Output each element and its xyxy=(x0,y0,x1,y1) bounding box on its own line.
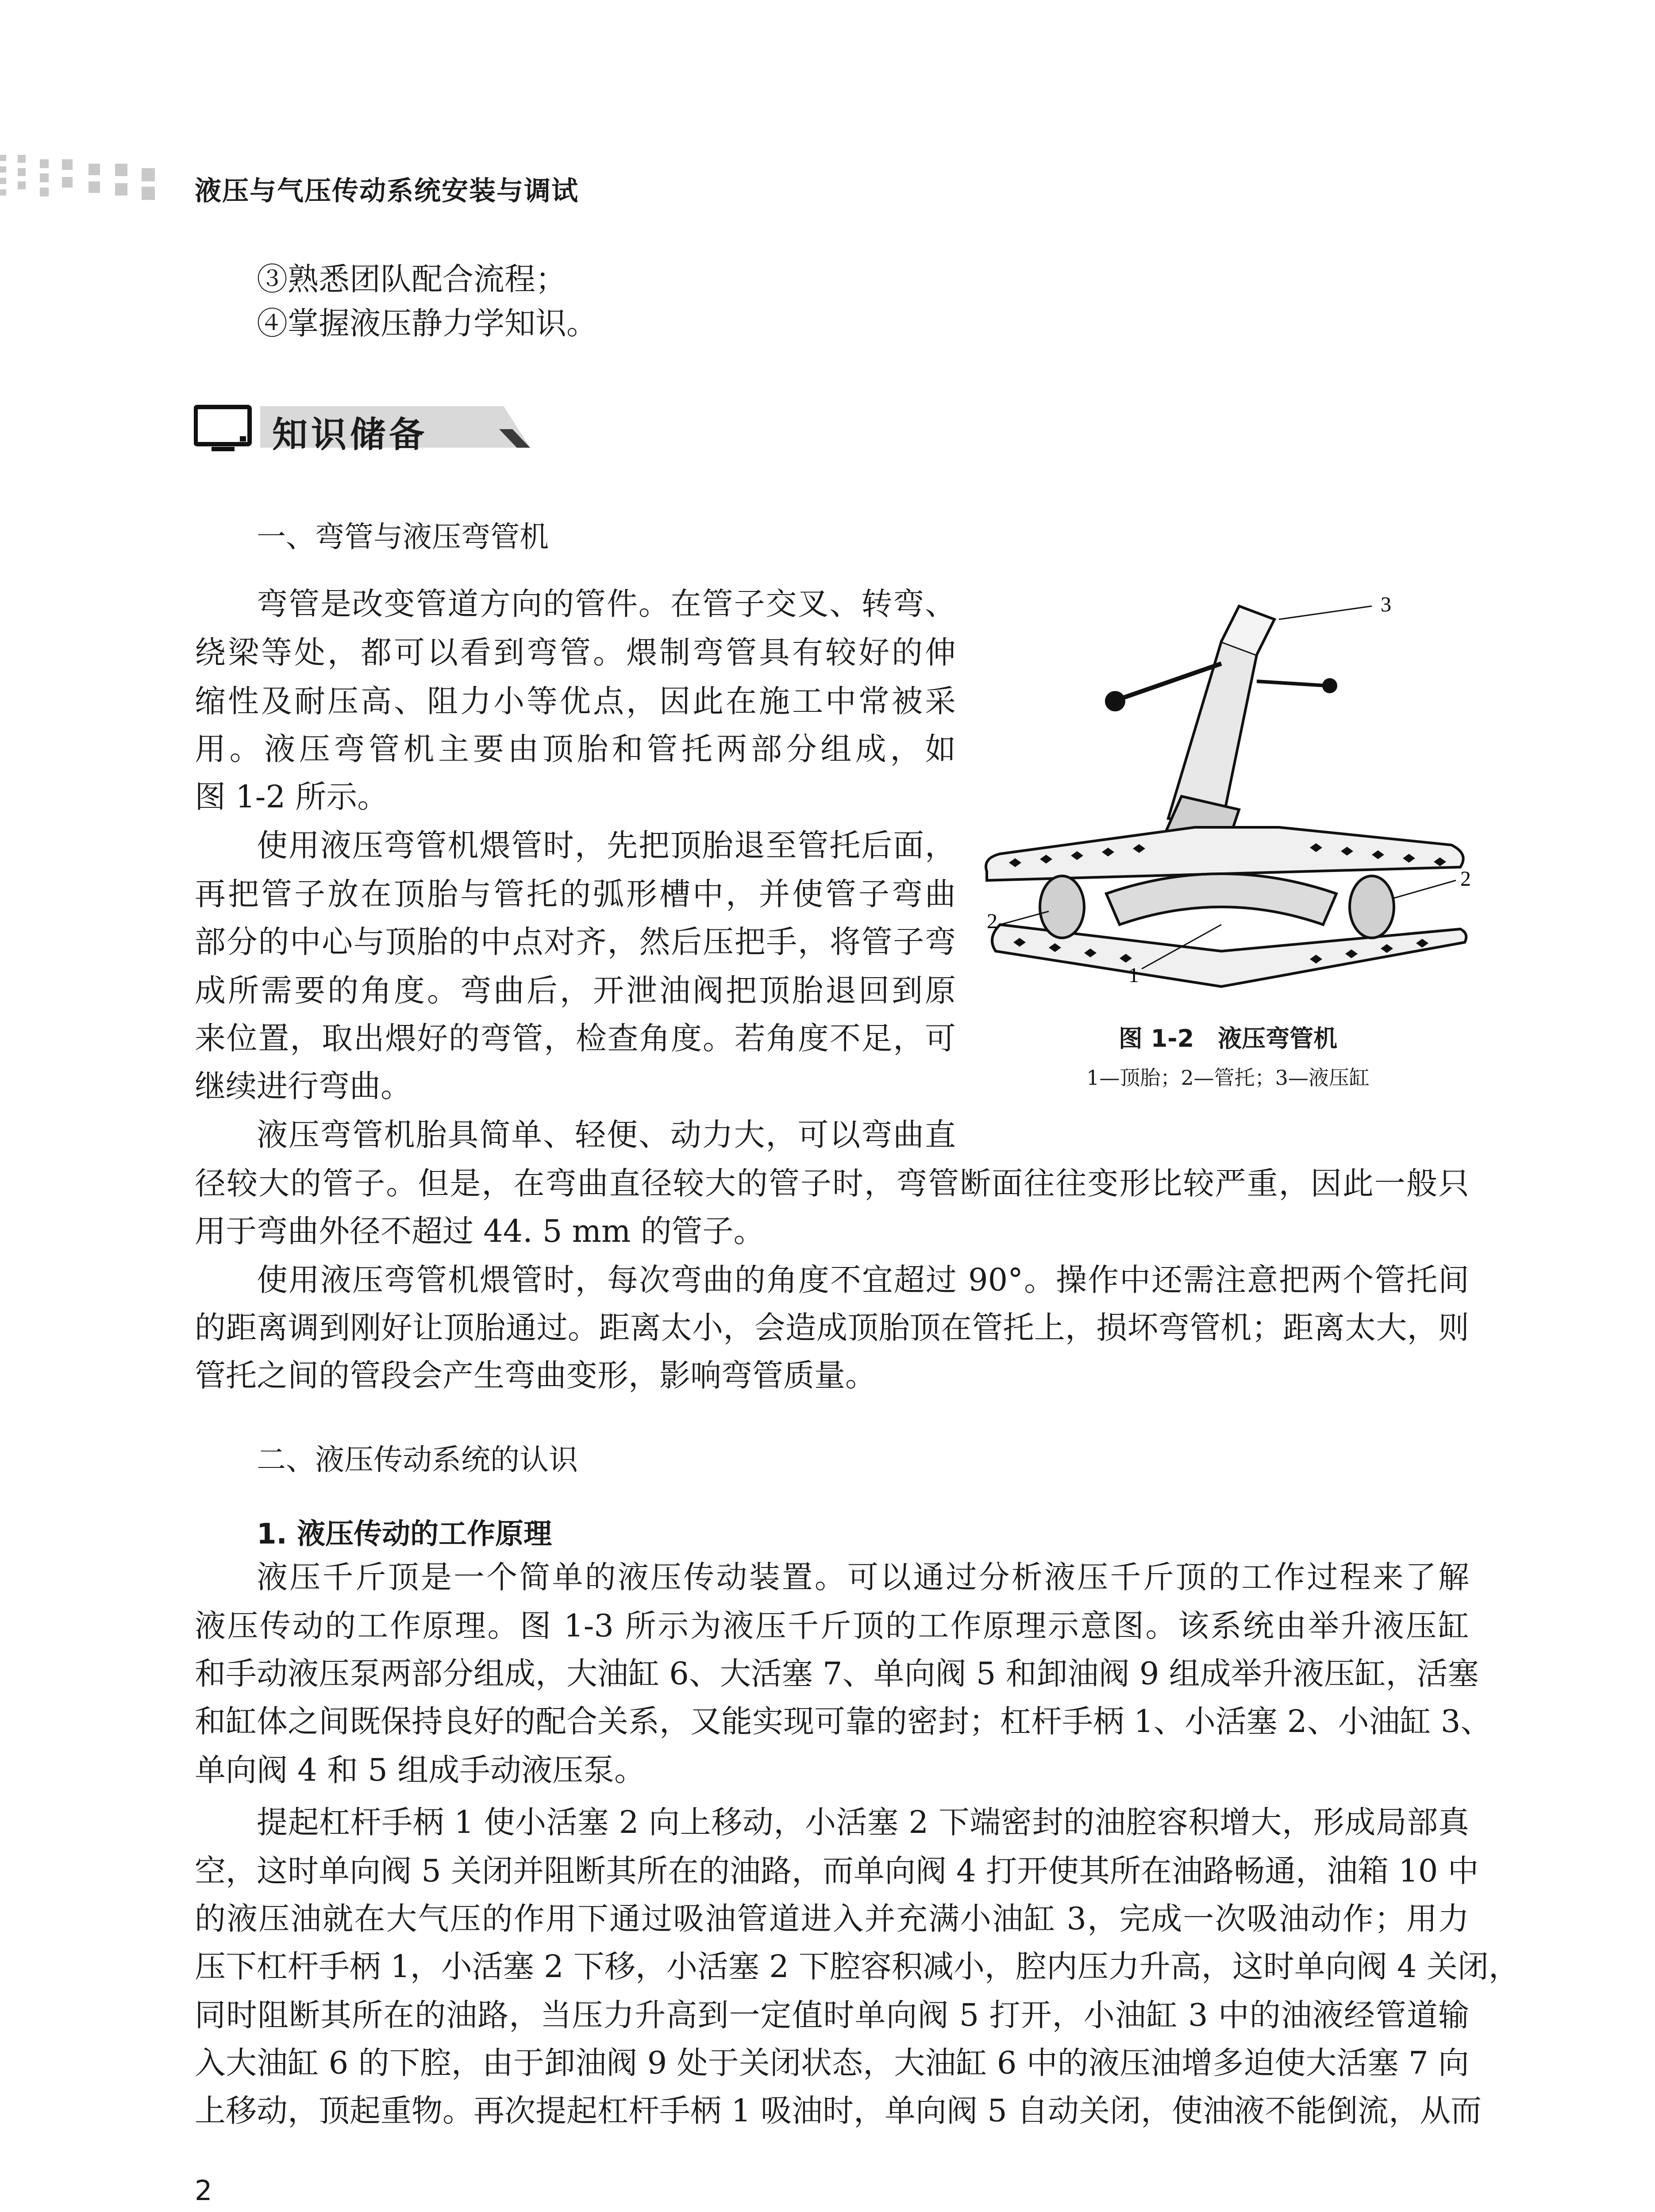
section-title: 知识储备 xyxy=(272,414,428,455)
running-head-title: 液压与气压传动系统安装与调试 xyxy=(195,176,579,207)
paragraph-line: 液压传动的工作原理。图 1-3 所示为液压千斤顶的工作原理示意图。该系统由举升液压缸 xyxy=(195,1608,1469,1644)
paragraph-line: 图 1-2 所示。 xyxy=(195,779,389,815)
paragraph-line: 的距离调到刚好让顶胎通过。距离太小，会造成顶胎顶在管托上，损坏弯管机；距离太大，则 xyxy=(195,1310,1469,1346)
paragraph-line: 和缸体之间既保持良好的配合关系，又能实现可靠的密封；杠杆手柄 1、小活塞 2、小油缸 3、 xyxy=(195,1703,1492,1740)
figure-label-2-right: 2 xyxy=(1460,867,1471,891)
paragraph-line: 使用液压弯管机煨管时，每次弯曲的角度不宜超过 90°。操作中还需注意把两个管托间 xyxy=(257,1262,1469,1298)
paragraph-line: 上移动，顶起重物。再次提起杠杆手柄 1 吸油时，单向阀 5 自动关闭，使油液不能倒流，从而 xyxy=(195,2093,1482,2129)
paragraph-line: 再把管子放在顶胎与管托的弧形槽中，并使管子弯曲 xyxy=(195,876,956,912)
paragraph-line: 提起杠杆手柄 1 使小活塞 2 向上移动，小活塞 2 下端密封的油腔容积增大，形成局部真 xyxy=(257,1804,1469,1840)
paragraph-line: 的液压油就在大气压的作用下通过吸油管道进入并充满小油缸 3，完成一次吸油动作；用力 xyxy=(195,1901,1469,1937)
paragraph-line: 来位置，取出煨好的弯管，检查角度。若角度不足，可 xyxy=(195,1020,956,1056)
paragraph-line: 管托之间的管段会产生弯曲变形，影响弯管质量。 xyxy=(195,1357,876,1394)
paragraph-line: 成所需要的角度。弯曲后，开泄油阀把顶胎退回到原 xyxy=(195,972,956,1009)
paragraph-line: 液压千斤顶是一个简单的液压传动装置。可以通过分析液压千斤顶的工作过程来了解 xyxy=(257,1559,1469,1595)
page-number: 2 xyxy=(195,2174,212,2207)
paragraph-line: 缩性及耐压高、阻力小等优点，因此在施工中常被采 xyxy=(195,683,956,719)
paragraph-line: 部分的中心与顶胎的中点对齐，然后压把手，将管子弯 xyxy=(195,924,956,960)
figure-label-2-left: 2 xyxy=(987,910,997,933)
paragraph-line: 和手动液压泵两部分组成，大油缸 6、大活塞 7、单向阀 5 和卸油阀 9 组成举升液压缸，活塞 xyxy=(195,1655,1479,1692)
objective-item: ③熟悉团队配合流程； xyxy=(257,261,566,297)
header-dot-pattern xyxy=(0,146,177,217)
figure-label-1: 1 xyxy=(1128,964,1139,987)
paragraph-line: 压下杠杆手柄 1，小活塞 2 下移，小活塞 2 下腔容积减小，腔内压力升高，这时单向阀 4 关闭， xyxy=(195,1948,1520,1985)
part2-subheading: 1. 液压传动的工作原理 xyxy=(257,1518,552,1551)
paragraph-line: 入大油缸 6 的下腔，由于卸油阀 9 处于关闭状态，大油缸 6 中的液压油增多迫使大活塞 7 向 xyxy=(195,2045,1469,2081)
paragraph-line: 继续进行弯曲。 xyxy=(195,1068,412,1104)
paragraph-line: 空，这时单向阀 5 关闭并阻断其所在的油路，而单向阀 4 打开使其所在油路畅通，油箱 10 中 xyxy=(195,1853,1479,1889)
paragraph-line: 弯管是改变管道方向的管件。在管子交叉、转弯、 xyxy=(257,586,956,622)
paragraph-line: 径较大的管子。但是，在弯曲直径较大的管子时，弯管断面往往变形比较严重，因此一般只 xyxy=(195,1165,1469,1202)
figure-caption-legend: 1—顶胎；2—管托；3—液压缸 xyxy=(1086,1066,1370,1090)
paragraph-line: 液压弯管机胎具简单、轻便、动力大，可以弯曲直 xyxy=(257,1117,956,1153)
paragraph-line: 同时阻断其所在的油路，当压力升高到一定值时单向阀 5 打开，小油缸 3 中的油液经管道输 xyxy=(195,1997,1469,2033)
paragraph-line: 用。液压弯管机主要由顶胎和管托两部分组成，如 xyxy=(195,731,956,767)
figure-label-3: 3 xyxy=(1381,593,1391,616)
paragraph-line: 使用液压弯管机煨管时，先把顶胎退至管托后面， xyxy=(257,827,956,864)
figure-caption-title: 图 1-2 液压弯管机 xyxy=(1118,1025,1338,1052)
monitor-icon xyxy=(196,407,250,451)
objective-item: ④掌握液压静力学知识。 xyxy=(257,305,597,342)
paragraph-line: 用于弯曲外径不超过 44. 5 mm 的管子。 xyxy=(195,1213,765,1249)
part2-heading: 二、液压传动系统的认识 xyxy=(257,1443,578,1477)
part1-heading: 一、弯管与液压弯管机 xyxy=(257,520,549,554)
paragraph-line: 绕梁等处，都可以看到弯管。煨制弯管具有较好的伸 xyxy=(195,634,956,671)
figure-pipe-bender xyxy=(974,588,1482,1004)
paragraph-line: 单向阀 4 和 5 组成手动液压泵。 xyxy=(195,1752,646,1788)
